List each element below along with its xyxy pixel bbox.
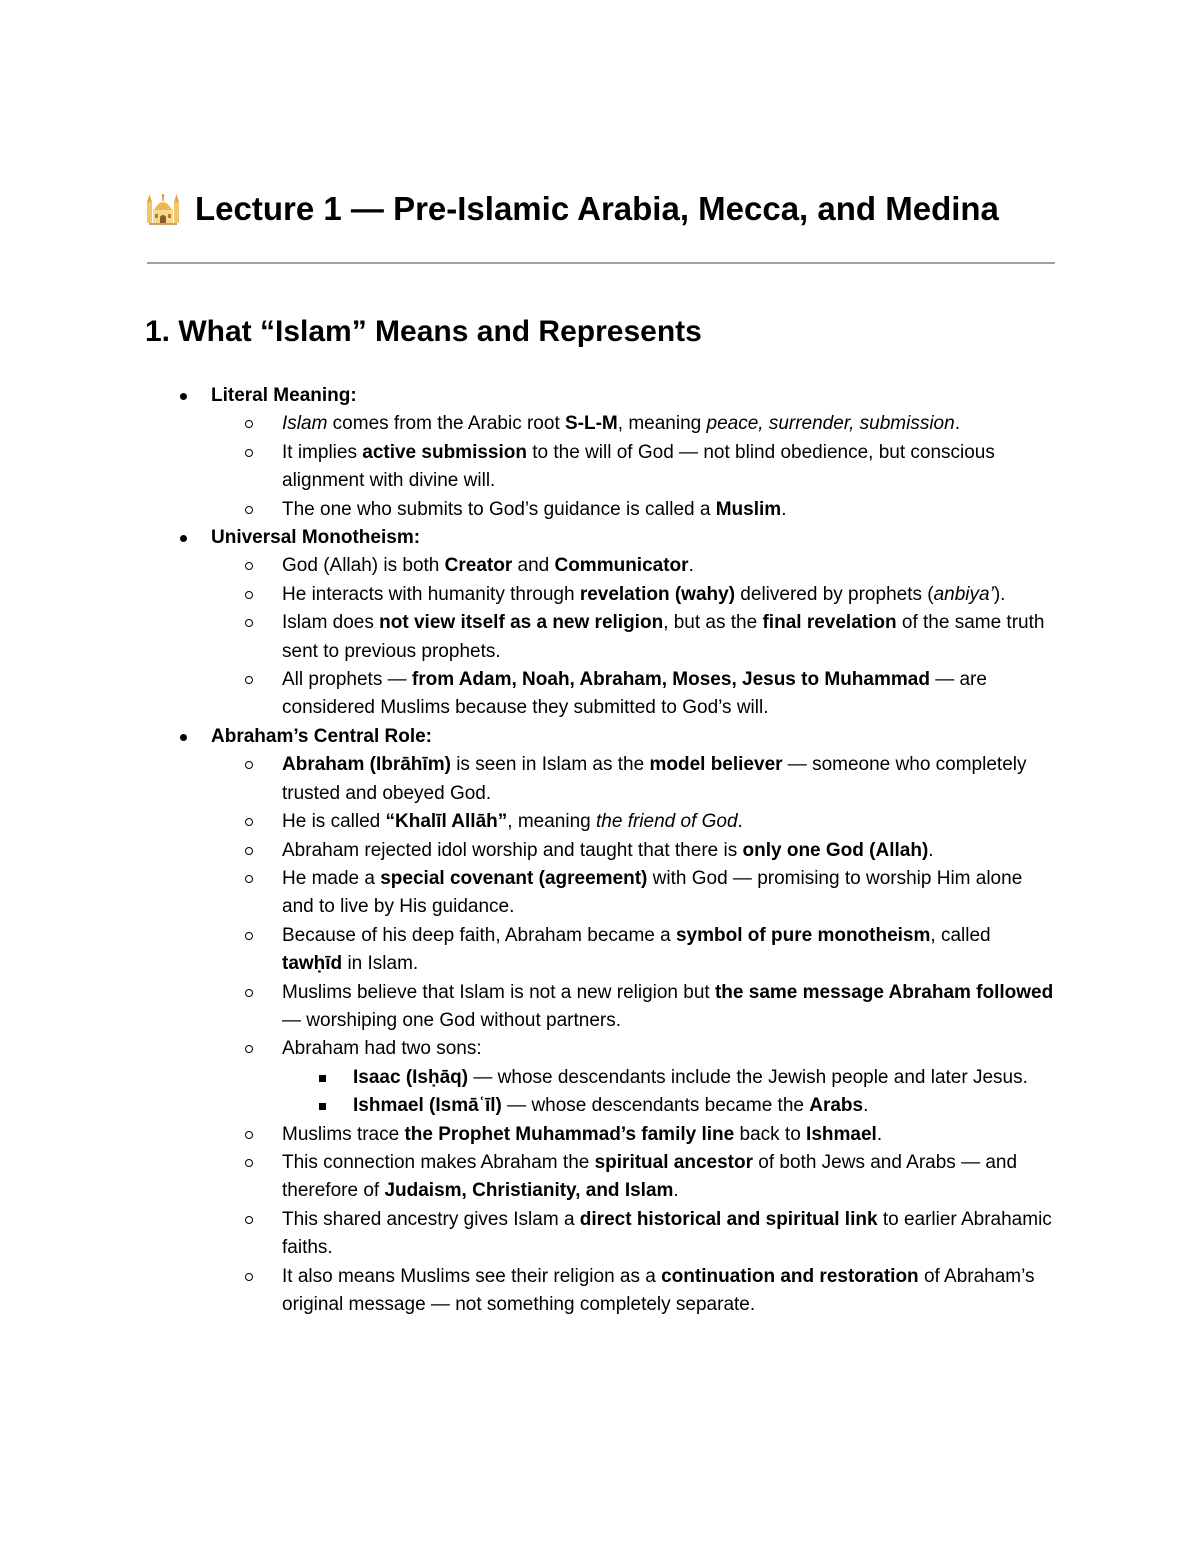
- text-run: in Islam.: [342, 953, 419, 975]
- text-run: He interacts with humanity through: [282, 583, 580, 605]
- text-run: of both Jews and Arabs — and therefore of: [282, 1151, 1018, 1202]
- sub-list: [211, 410, 1055, 524]
- sub-bullet-item: [211, 666, 1055, 723]
- text-run: .: [863, 1095, 869, 1117]
- text-run: to the will of God — not blind obedience, but conscious alignment with divine will.: [282, 441, 995, 492]
- text-run: of Abraham’s original message — not something completely separate.: [282, 1265, 1035, 1315]
- bold-text: special covenant (agreement): [380, 867, 648, 889]
- bold-text: Isaac (Isḥāq): [353, 1066, 469, 1088]
- text-run: Abraham rejected idol worship and taught that there is: [282, 839, 743, 861]
- text-run: ).: [993, 583, 1006, 605]
- text-run: Because of his deep faith, Abraham became a: [282, 924, 676, 946]
- text-run: of the same truth sent to previous prophets.: [282, 612, 1045, 662]
- bold-text: Communicator: [554, 555, 689, 577]
- text-run: This shared ancestry gives Islam a: [282, 1208, 580, 1230]
- bold-text: from Adam, Noah, Abraham, Moses, Jesus to Muhammad: [411, 669, 930, 691]
- bold-text: active submission: [362, 441, 527, 463]
- sub-bullet-item: [211, 1035, 1055, 1120]
- text-run: .: [737, 811, 743, 833]
- sub-bullet-item: [211, 751, 1055, 808]
- bold-text: Ishmael: [806, 1123, 877, 1145]
- text-run: — someone who completely trusted and obeyed God.: [282, 754, 1027, 804]
- bold-text: tawḥīd: [282, 953, 343, 975]
- sub-bullet-item: [211, 1263, 1055, 1320]
- text-run: Abraham had two sons:: [282, 1038, 482, 1060]
- text-run: .: [954, 413, 960, 435]
- sub-bullet-item: [211, 865, 1055, 922]
- sub-bullet-item: [211, 439, 1055, 496]
- sub-bullet-item: [211, 837, 1055, 865]
- bullet-list: [145, 382, 1055, 1319]
- italic-text: anbiya’: [933, 583, 994, 605]
- text-run: He is called: [282, 811, 386, 833]
- sub-bullet-item: [211, 979, 1055, 1036]
- text-run: comes from the Arabic root: [327, 413, 565, 435]
- bullet-label: Abraham’s Central Role:: [211, 725, 433, 747]
- sub-bullet-item: [211, 922, 1055, 979]
- bullet-item: [145, 524, 1055, 723]
- text-run: It implies: [282, 441, 363, 463]
- bold-text: final revelation: [762, 612, 897, 634]
- text-run: This connection makes Abraham the: [282, 1151, 595, 1173]
- bold-text: the same message Abraham followed: [714, 981, 1054, 1003]
- bold-text: Muslim: [715, 498, 782, 520]
- text-run: , meaning: [617, 413, 707, 435]
- text-run: It also means Muslims see their religion as a: [282, 1265, 662, 1287]
- bold-text: model believer: [649, 754, 783, 776]
- section-heading: 1. What “Islam” Means and Represents: [145, 315, 702, 348]
- sub-list: [211, 552, 1055, 722]
- bold-text: Abraham (Ibrāhīm): [282, 754, 451, 776]
- text-run: — whose descendants became the: [501, 1095, 810, 1117]
- page-title-text: Lecture 1 — Pre-Islamic Arabia, Mecca, and Medina: [195, 190, 999, 227]
- bullet-item: [145, 723, 1055, 1320]
- bold-text: direct historical and spiritual link: [579, 1208, 878, 1230]
- sub-bullet-item: [211, 609, 1055, 666]
- text-run: — whose descendants include the Jewish people and later Jesus.: [468, 1066, 1028, 1088]
- italic-text: Islam: [282, 413, 328, 435]
- text-run: All prophets —: [282, 669, 412, 691]
- text-run: .: [688, 555, 694, 577]
- bold-text: Creator: [444, 555, 513, 577]
- sub-bullet-item: [211, 1149, 1055, 1206]
- text-run: Islam does: [282, 612, 380, 634]
- text-run: , meaning: [507, 811, 596, 833]
- bold-text: Ishmael (Ismāʿīl): [353, 1095, 502, 1117]
- text-run: .: [928, 839, 934, 861]
- sub-list: [211, 751, 1055, 1319]
- bold-text: revelation (wahy): [579, 583, 736, 605]
- sub-bullet-item: [211, 496, 1055, 524]
- text-run: The one who submits to God’s guidance is called a: [282, 498, 716, 520]
- bold-text: continuation and restoration: [661, 1265, 919, 1287]
- text-run: and: [512, 555, 555, 577]
- bold-text: spiritual ancestor: [594, 1151, 753, 1173]
- text-run: with God — promising to worship Him alone and to live by His guidance.: [282, 867, 1023, 918]
- bold-text: only one God (Allah): [742, 839, 929, 861]
- text-run: .: [876, 1123, 883, 1145]
- bold-text: “Khalīl Allāh”: [385, 811, 508, 833]
- text-run: delivered by prophets (: [735, 583, 934, 605]
- text-run: He made a: [282, 867, 381, 889]
- text-run: .: [781, 498, 787, 520]
- nested-list: [282, 1064, 1055, 1121]
- text-run: is seen in Islam as the: [450, 754, 650, 776]
- text-run: Muslims trace: [282, 1123, 405, 1145]
- bold-text: the Prophet Muhammad’s family line: [404, 1123, 735, 1145]
- nested-bullet-item: [282, 1064, 1055, 1092]
- text-run: — are considered Muslims because they submitted to God’s will.: [282, 669, 987, 719]
- bold-text: S-L-M: [565, 413, 618, 435]
- italic-text: peace, surrender, submission: [706, 413, 955, 435]
- sub-bullet-item: [211, 1206, 1055, 1263]
- bold-text: Arabs: [809, 1095, 864, 1117]
- text-run: back to: [734, 1123, 807, 1145]
- bullet-label: Universal Monotheism:: [211, 527, 421, 549]
- text-run: .: [673, 1180, 679, 1202]
- sub-bullet-item: [211, 552, 1055, 580]
- text-run: God (Allah) is both: [282, 555, 445, 577]
- sub-bullet-item: [211, 1121, 1055, 1149]
- text-run: to earlier Abrahamic faiths.: [282, 1208, 1052, 1259]
- page-title: [145, 186, 1055, 232]
- mosque-icon: [145, 189, 181, 225]
- sub-bullet-item: [211, 808, 1055, 836]
- bold-text: not view itself as a new religion: [379, 612, 664, 634]
- text-run: , but as the: [663, 612, 763, 634]
- bullet-item: [145, 382, 1055, 524]
- sub-bullet-item: [211, 581, 1055, 609]
- bold-text: Judaism, Christianity, and Islam: [384, 1180, 674, 1202]
- italic-text: the friend of God: [596, 811, 738, 833]
- bold-text: symbol of pure monotheism: [675, 924, 931, 946]
- sub-bullet-item: [211, 410, 1055, 438]
- horizontal-divider: [147, 262, 1055, 264]
- text-run: Muslims believe that Islam is not a new religion but: [282, 981, 715, 1003]
- bullet-label: Literal Meaning:: [211, 385, 357, 406]
- text-run: , called: [930, 924, 991, 946]
- text-run: — worshiping one God without partners.: [282, 1009, 622, 1031]
- nested-bullet-item: [282, 1092, 1055, 1120]
- document-body: [145, 186, 1055, 1319]
